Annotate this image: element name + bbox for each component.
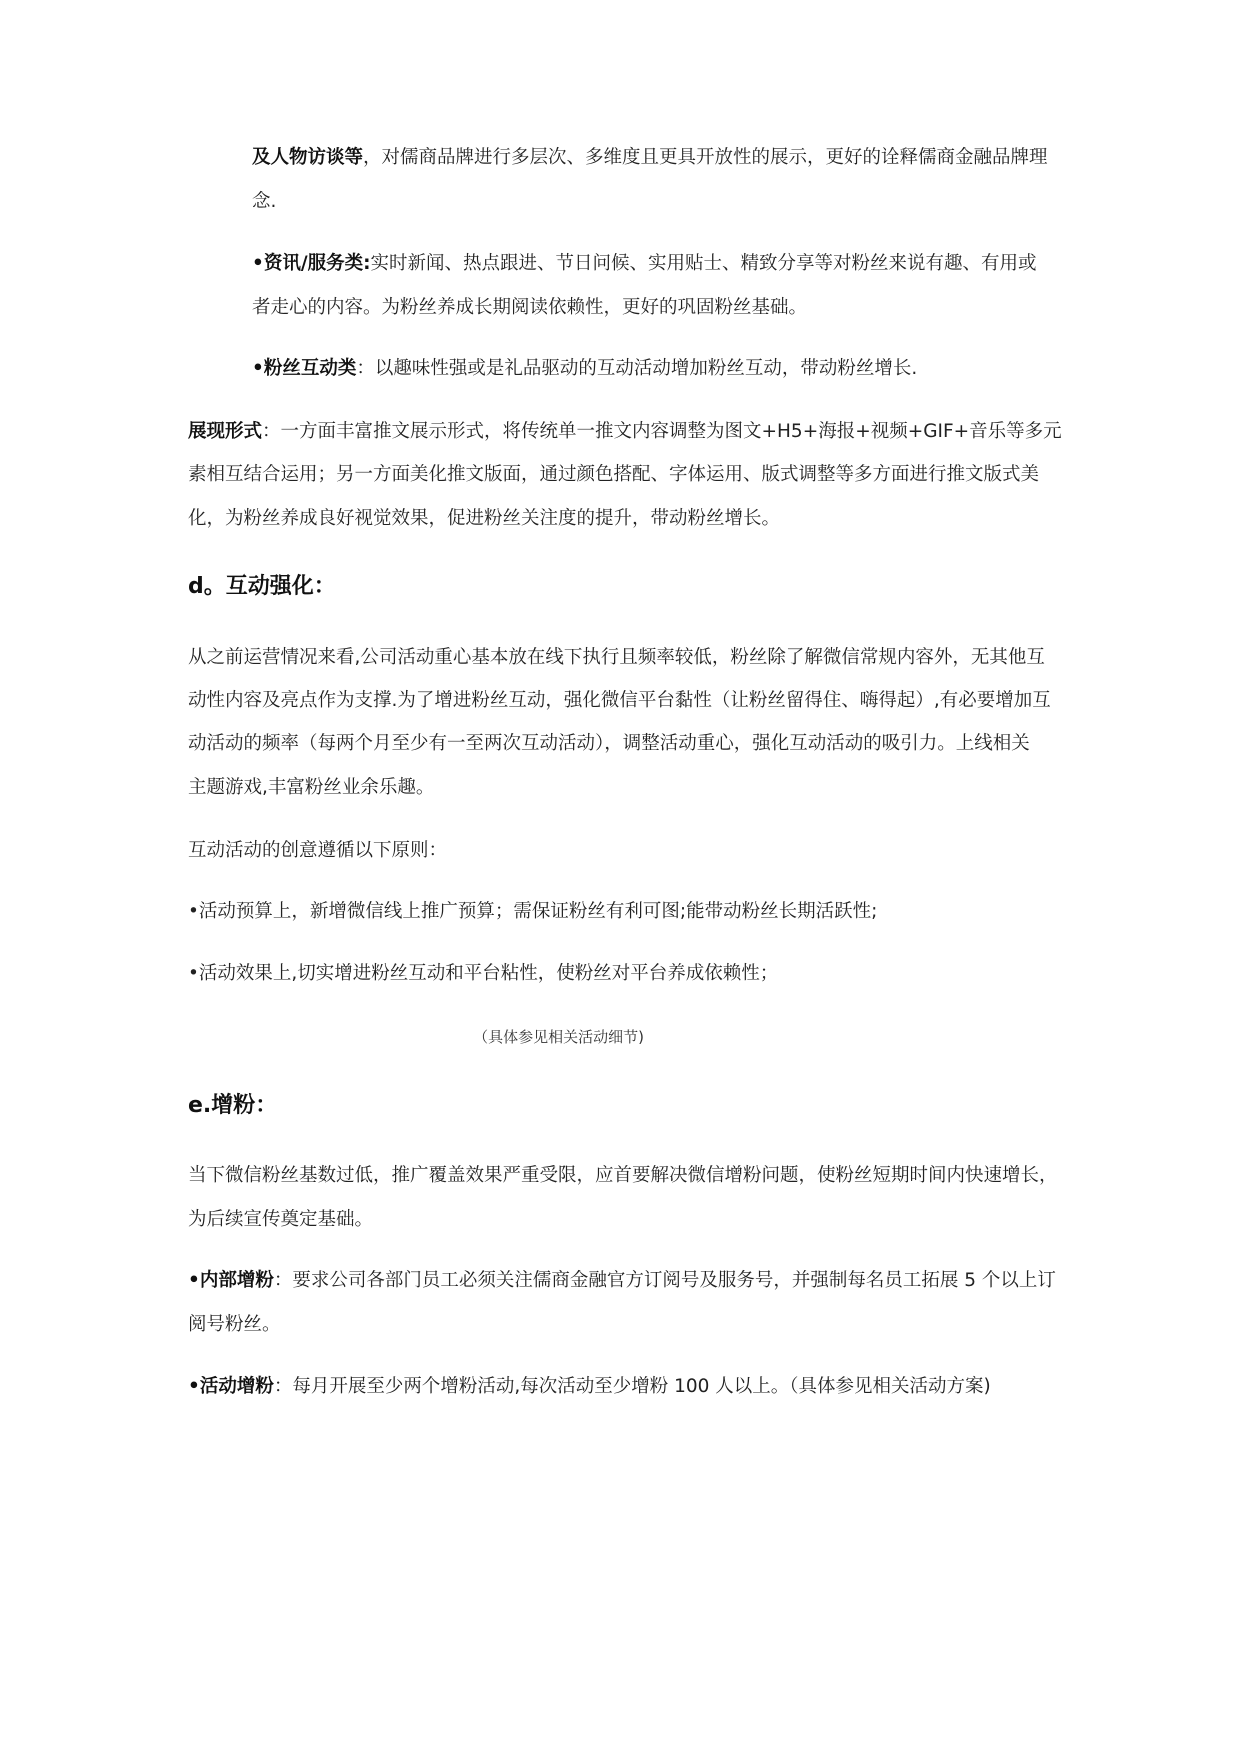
bullet-internal-growth-line2: 阅号粉丝。 [188,1314,281,1335]
paragraph-fan-base-line1: 当下微信粉丝基数过低，推广覆盖效果严重受限，应首要解决微信增粉问题，使粉丝短期时间内快速增长， [188,1165,1058,1186]
bullet-activity-effect: •活动效果上,切实增进粉丝互动和平台粘性，使粉丝对平台养成依赖性； [188,963,779,984]
paragraph-fan-base-line2: 为后续宣传奠定基础。 [188,1209,374,1230]
section-heading-interaction: d。互动强化： [188,574,336,599]
paragraph-brand-display-line1: 及人物访谈等，对儒商品牌进行多层次、多维度且更具开放性的展示，更好的诠释儒商金融品牌理 [252,147,1048,168]
bold-lead: •活动增粉 [188,1376,274,1397]
paragraph-fan-interaction-line1: •粉丝互动类：以趣味性强或是礼品驱动的互动活动增加粉丝互动，带动粉丝增长. [252,358,918,379]
paragraph-past-operations-line2: 动性内容及亮点作为支撑.为了增进粉丝互动，强化微信平台黏性（让粉丝留得住、嗨得起）,有必要增加互 [188,690,1051,711]
bullet-activity-budget: •活动预算上，新增微信线上推广预算；需保证粉丝有利可图;能带动粉丝长期活跃性; [188,901,878,922]
paragraph-news-service-line2: 者走心的内容。为粉丝养成长期阅读依赖性，更好的巩固粉丝基础。 [252,297,808,318]
bullet-activity-growth-line1: •活动增粉：每月开展至少两个增粉活动,每次活动至少增粉 100 人以上。（具体参见相关活动方案) [188,1376,991,1397]
bold-lead: 及人物访谈等 [252,147,364,168]
bold-lead: 展现形式 [188,421,263,442]
bullet-internal-growth-line1: •内部增粉：要求公司各部门员工必须关注儒商金融官方订阅号及服务号，并强制每名员工拓展 5 个以上订 [188,1270,1056,1291]
paragraph-past-operations-line4: 主题游戏,丰富粉丝业余乐趣。 [188,777,435,798]
note-activity-details: （具体参见相关活动细节) [473,1028,644,1046]
bold-lead: •粉丝互动类 [252,358,357,379]
paragraph-principles-intro: 互动活动的创意遵循以下原则： [188,840,448,861]
paragraph-display-form-line1: 展现形式：一方面丰富推文展示形式，将传统单一推文内容调整为图文+H5+海报+视频+GIF+音乐等多元 [188,421,1062,442]
paragraph-past-operations-line1: 从之前运营情况来看,公司活动重心基本放在线下执行且频率较低，粉丝除了解微信常规内容外，无其他互 [188,647,1045,668]
paragraph-brand-display-line2: 念. [252,191,277,212]
paragraph-news-service-line1: •资讯/服务类:实时新闻、热点跟进、节日问候、实用贴士、精致分享等对粉丝来说有趣、有用或 [252,253,1037,274]
paragraph-display-form-line2: 素相互结合运用；另一方面美化推文版面，通过颜色搭配、字体运用、版式调整等多方面进行推文版式美 [188,464,1040,485]
section-heading-fan-growth: e.增粉： [188,1093,278,1118]
paragraph-display-form-line3: 化，为粉丝养成良好视觉效果，促进粉丝关注度的提升，带动粉丝增长。 [188,508,781,529]
bold-lead: •资讯/服务类: [252,253,371,274]
bold-lead: •内部增粉 [188,1270,274,1291]
paragraph-past-operations-line3: 动活动的频率（每两个月至少有一至两次互动活动），调整活动重心，强化互动活动的吸引力。上线相关 [188,733,1030,754]
